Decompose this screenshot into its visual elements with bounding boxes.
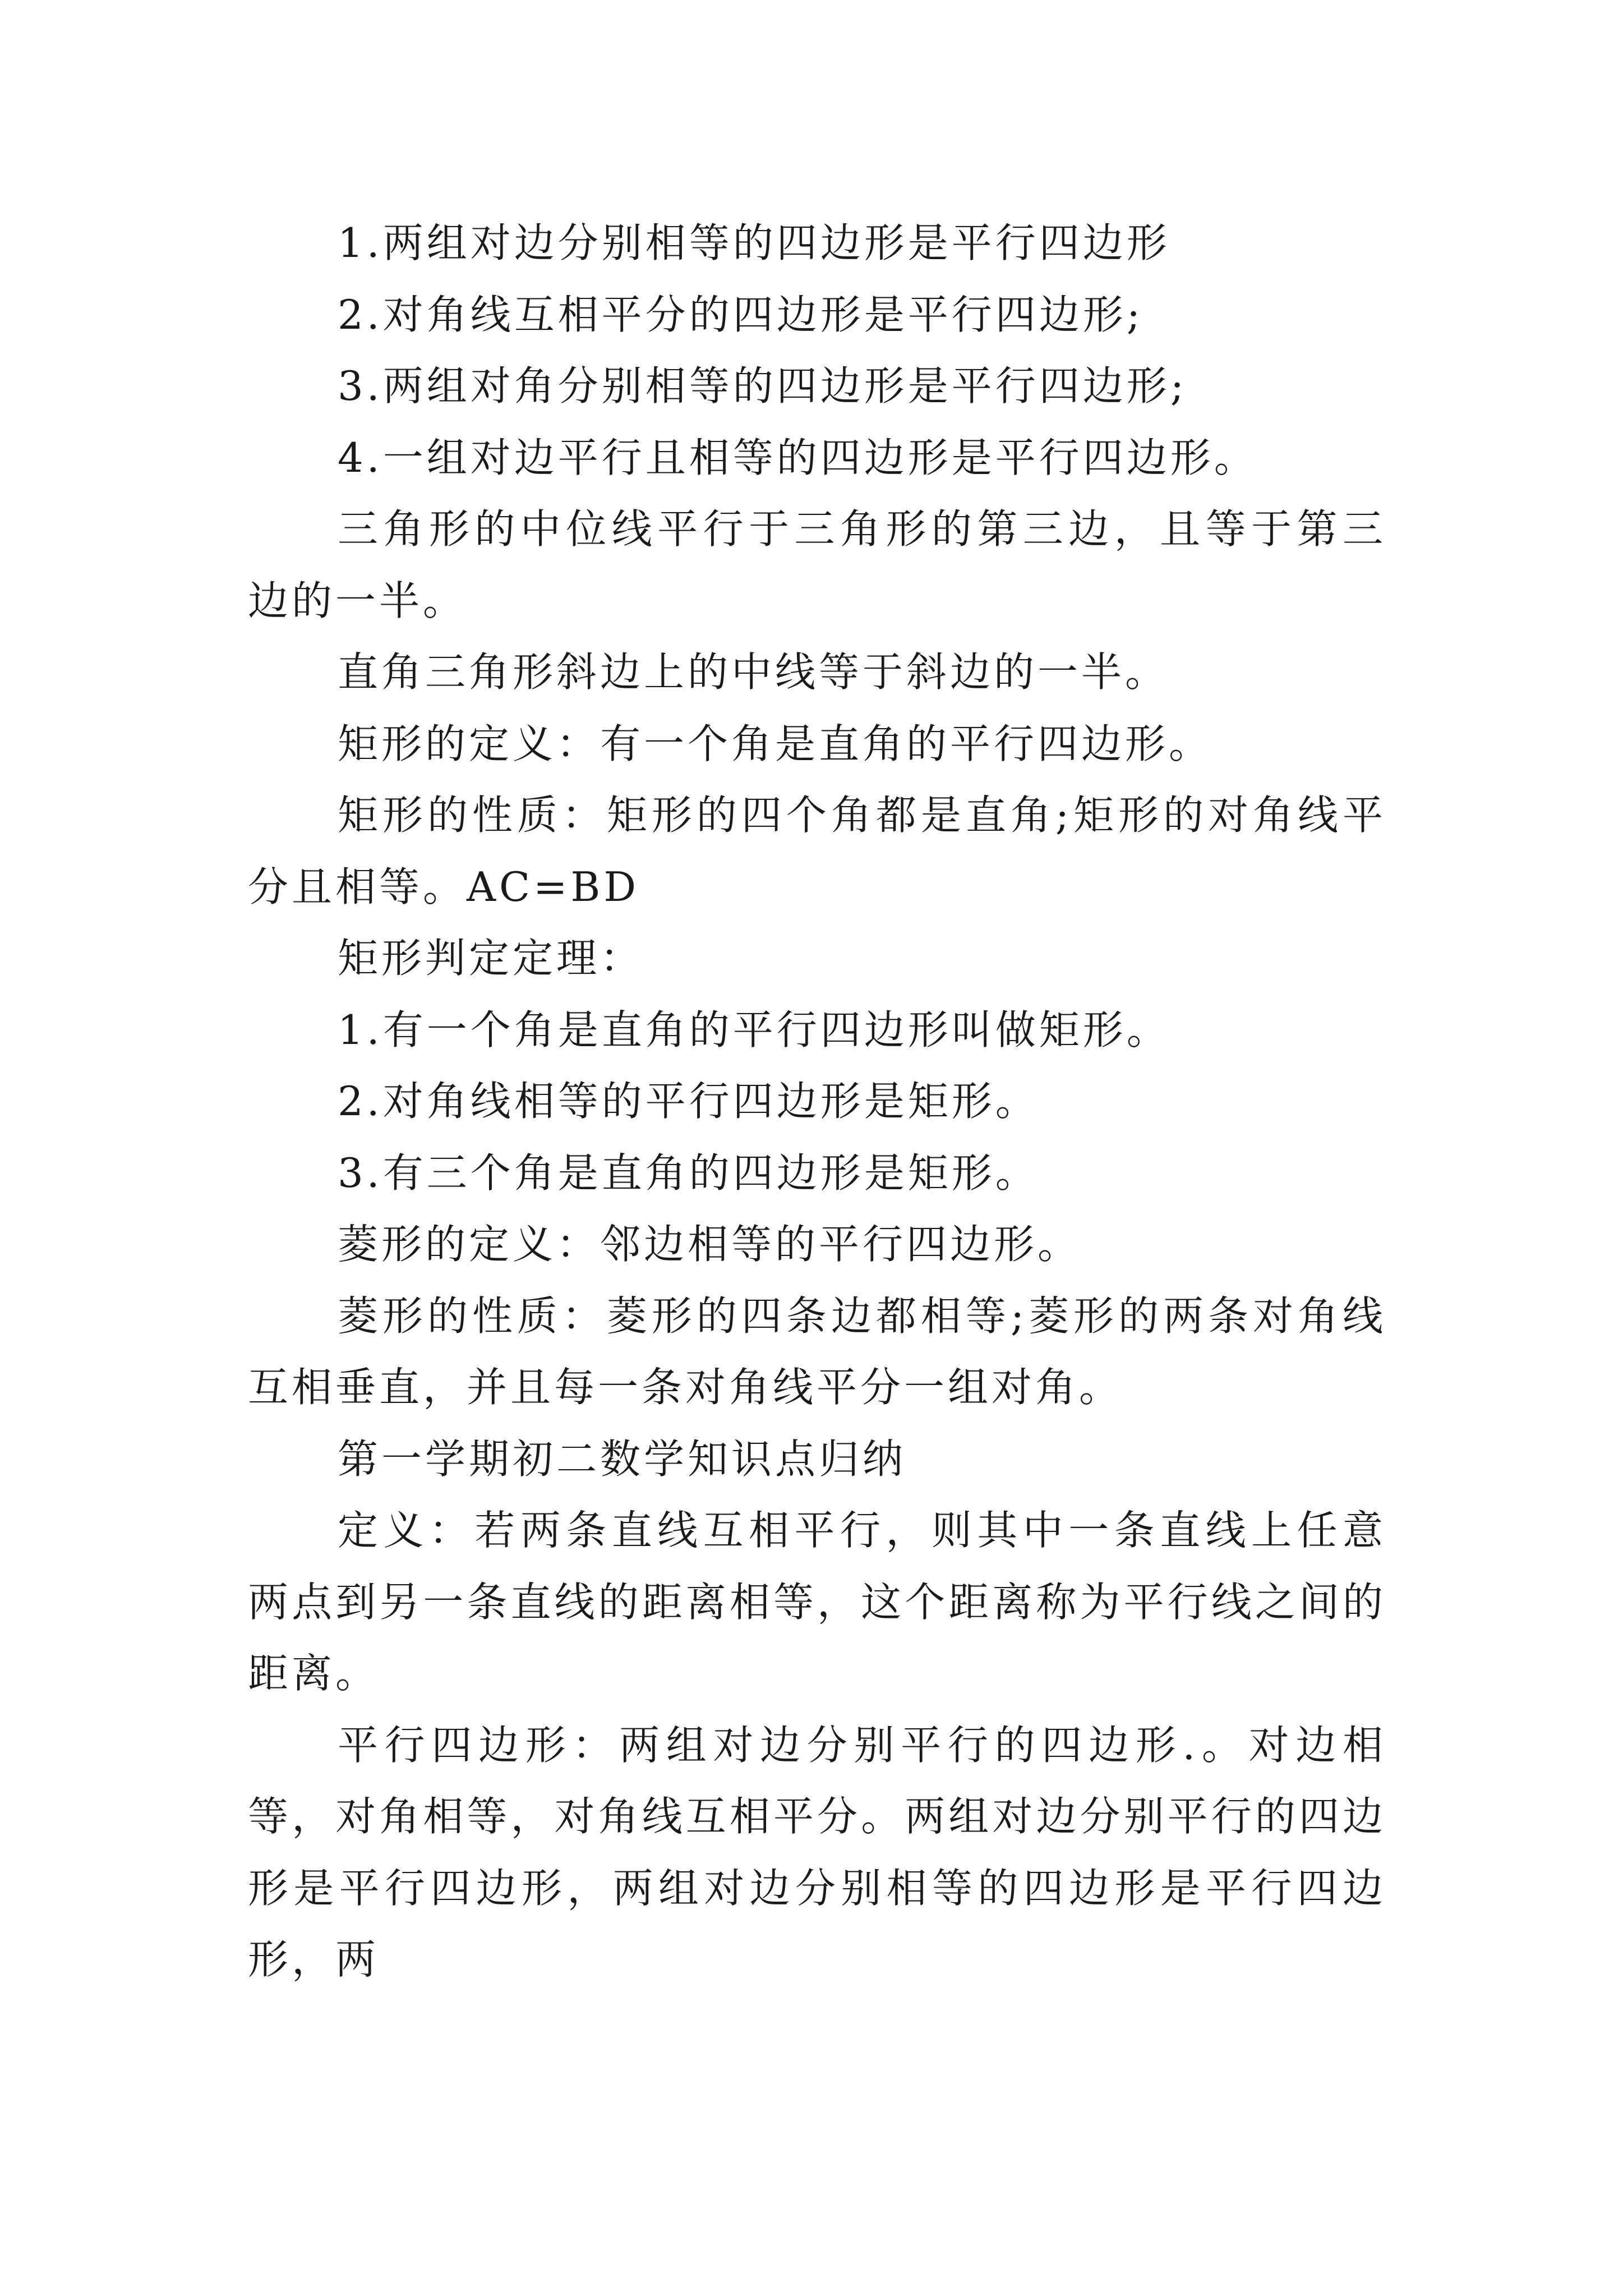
paragraph: 菱形的定义：邻边相等的平行四边形。 [338,1221,1082,1268]
paragraph: 3.有三个角是直角的四边形是矩形。 [338,1149,1039,1197]
paragraph: 1.两组对边分别相等的四边形是平行四边形 [338,219,1170,266]
paragraph: 矩形的定义：有一个角是直角的平行四边形。 [338,720,1213,767]
paragraph: 定义：若两条直线互相平行，则其中一条直线上任意两点到另一条直线的距离相等，这个距离称为平行线之间的距离。 [248,1507,1386,1697]
paragraph: 矩形的性质：矩形的四个角都是直角;矩形的对角线平分且相等。AC=BD [248,792,1386,910]
paragraph: 平行四边形：两组对边分别平行的四边形.。对边相等，对角相等，对角线互相平分。两组对边分别平行的四边形是平行四边形，两组对边分别相等的四边形是平行四边形，两 [248,1721,1386,1983]
paragraph: 1.有一个角是直角的平行四边形叫做矩形。 [338,1006,1170,1053]
section-heading: 第一学期初二数学知识点归纳 [338,1435,907,1483]
paragraph: 菱形的性质：菱形的四条边都相等;菱形的两条对角线互相垂直，并且每一条对角线平分一组对角。 [248,1292,1386,1411]
paragraph: 4.一组对边平行且相等的四边形是平行四边形。 [338,434,1258,481]
document-body [248,208,1386,1996]
paragraph: 三角形的中位线平行于三角形的第三边，且等于第三边的一半。 [248,505,1386,624]
paragraph: 矩形判定定理： [338,935,644,982]
paragraph: 2.对角线互相平分的四边形是平行四边形; [338,291,1144,338]
paragraph: 2.对角线相等的平行四边形是矩形。 [338,1078,1039,1125]
paragraph: 直角三角形斜边上的中线等于斜边的一半。 [338,648,1169,696]
paragraph: 3.两组对角分别相等的四边形是平行四边形; [338,362,1187,409]
